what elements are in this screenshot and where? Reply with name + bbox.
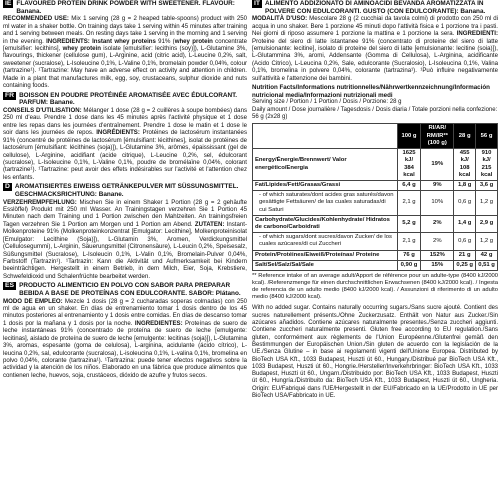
body-text: MODO DE EMPLEO: xyxy=(3,297,63,305)
nutrient-value: 42 g xyxy=(476,250,498,260)
serving-info xyxy=(252,99,498,121)
table-row xyxy=(253,191,498,216)
section-body xyxy=(3,15,247,89)
section-fr xyxy=(3,92,247,182)
section-it xyxy=(252,0,498,82)
section-ie xyxy=(3,0,247,90)
section-title: FLAVOURED PROTEIN DRINK POWDER WITH SWEETENER. FLAVOUR: Banana. xyxy=(16,0,235,15)
nutrient-label: Energy/Énergie/Brennwert/ Valor energético/Energia xyxy=(253,149,398,181)
body-text: ¹ xyxy=(30,67,33,75)
table-row xyxy=(253,233,498,250)
nutrient-value: 2,1 g xyxy=(397,233,421,250)
table-row xyxy=(253,181,498,191)
nutrient-value: 0,6 g xyxy=(454,233,476,250)
nutrition-facts xyxy=(252,84,498,301)
body-text: concentrate [emulsifier: lecithins], xyxy=(3,37,247,53)
body-text: VERZEHREMPFEHLUNG: xyxy=(3,198,77,206)
nutrient-value: 2% xyxy=(421,215,454,232)
language-code: ES xyxy=(5,282,15,290)
nutrient-value: 455 kJ/ 108 kcal xyxy=(454,149,476,181)
section-title: BOISSON EN POUDRE PROTÉINÉE AROMATISÉE AVEC ÉDULCORANT. PARFUM: Banane. xyxy=(19,91,238,107)
daily-amount: Daily amount / Dose journalière / Tagesdosis / Dosis diaria / Totale porzioni nella confezione: 56 g (2x28 g) xyxy=(252,106,498,120)
section-body xyxy=(3,199,247,281)
language-code: IE xyxy=(5,0,12,7)
section-es xyxy=(3,282,247,379)
section-body xyxy=(252,15,498,82)
column-header: RI/AR/ RM/IR** (100 g) xyxy=(421,124,454,149)
nutrient-value: 1625 kJ/ 384 kcal xyxy=(397,149,421,181)
nutrient-value: 1,2 g xyxy=(476,233,498,250)
section-title: ALIMENTO ADDIZIONATO DI AMINOACIDI BEVANDA AROMATIZZATA IN POLVERE CON EDULCORANTI. GUSTO (CON EDULCORANTE): Banana. xyxy=(265,0,486,15)
section-body xyxy=(3,107,247,181)
nutrient-value: 6,4 g xyxy=(397,181,421,191)
table-row xyxy=(253,260,498,270)
right-column xyxy=(252,0,498,400)
body-text: Instant-Molkenproteine 91% (Molkenproteinkonzentrat [Emulgator: Lecithine], Molkenproteinisolat [Emulgator: Lecithine (Soja)]), L-Glutamin 3%, Aromen, Verdickungsmittel (Cellulosegummi), L-Arginin, Säuerungsmittel (Citronensäure), L-Leucin 0,2%, Speisesalz, Süßungsmittel (Sucralose), L-Isoleucin 0,1%, L-Valin 0,1%, Bromelain-Pulver 0,04%, Farbstoff (Tartrazin¹). ¹Tartrazin: Kann die Aktivität und Aufmerksamkeit bei Kindern beeinträchtigen. Hergestellt in einem Betrieb, in dem Milch, Eier, Soja, Krebstiere, Schwefeldioxid und Schalenfrüchte bearbeitet werden. xyxy=(3,220,247,280)
nutrient-value: 0,6 g xyxy=(454,191,476,216)
nutrient-value: 76 g xyxy=(397,250,421,260)
nutrient-label: Fat/Lipides/Fett/Grasas/Grassi xyxy=(253,181,398,191)
body-text: RECOMMENDED USE: xyxy=(3,15,69,23)
nutrition-title: Nutrition Facts/Informations nutritionnelles/Nährwertkennzeichnung/Información nutricional media/Informazioni nutrizionali medi xyxy=(252,84,490,99)
body-text: whey protein xyxy=(62,45,101,53)
table-row xyxy=(253,149,498,181)
body-text: INGRÉDIENTS: xyxy=(96,129,140,137)
body-text: ZUTATEN: xyxy=(194,220,225,228)
body-text: Instant whey proteins xyxy=(92,37,156,45)
section-title: PRODUCTO ALIMENTICIO EN POLVO CON SABOR PARA PREPARAR BEBIDA A BASE DE PROTEÍNAS CON EDULCORANTE. SABOR: Plátano. xyxy=(19,282,241,297)
body-text: MODALITÀ D'USO: xyxy=(252,15,308,23)
distribution-info: With no added sugar. Contains naturally occurring sugars./Sans sucre ajouté. Contient des sucres naturellement présents./Ohne Zuckerzusatz. Enthält von Natur aus Zucker./Sin azúcares añadidos. Contiene azúcares naturalmente presentes./Senza zuccheri aggiunti. Contiene zuccheri naturalmente presenti. Gluten free according to EU regulation./Sans gluten, conformément aux règlements de l'Union Européenne./Glutenfrei gemäß den Bestimmungen der Europäischen Union./Sin gluten de acuerdo con la legislación de la UE./Senza Glutine – in base ai regolamenti vigenti dell'Unione Europea. Distributed by BioTech USA Kft., 1033 Budapest, Huszti út 60., Hungary./Distribué par BioTech USA Kft., 1033 Budapest, Huszti út 60., Hongrie./Hersteller/Inverkehrbringer: BioTech USA Kft., 1033 Budapest, Huszti út 60., Ungarn./Distribuido por: BioTech USA Kft., 1033 Budapest, Huszti út 60., Hungría./Distribuito da: BioTech USA Kft., 1033 Budapest, Huszti út 60., Ungheria. Origin: EU/Fabriqué dans l'UE/Hergestellt in der EU/Fabricado en la UE/Prodotto in UE per BioTech USA/Fabbricato in UE. xyxy=(252,305,498,400)
body-text: Mezcle 1 dosis (28 g = 2 cucharadas soperas colmadas) con 250 ml de agua en un shaker. En días de entrenamiento tomar 1 dosis dentro de los 45 minutos posteriores al entrenamiento y 1 dosis entre comidas. En días de descanso tomar 1 dosis por la mañana y 1 dosis por la noche. xyxy=(3,297,247,327)
body-text: Proteine del siero di latte istantanee 91% (concentrato di proteine del siero di latte [emulsionante: lecitine], isolato di proteine del siero di latte [emulsionante: lecitine (soia)]), L-Glutammina 3%, aromi, Addensante (Gomma di Cellulosa), L-Arginina, acidificante (Acido Citrico), L-Leucina 0,2%, Sale, edulcorante (Sucralosio), L-Isoleucina 0,1%, Valina 0,1%, bromelina in polvere 0,04%, colorante (tartrazina¹). ¹Può influire negativamente sull'attività e l'attenzione dei bambini. xyxy=(252,37,498,82)
nutrient-value: 910 kJ/ 215 kcal xyxy=(476,149,498,181)
section-title: AROMATISIERTES EIWEISS GETRÄNKEPULVER MIT SÜSSUNGSMITTEL. GESCHMACKSRICHTUNG: Banane. xyxy=(14,183,239,198)
nutrient-label: Protein/Protéines/Eiweiß/Proteínas/ Proteine xyxy=(253,250,398,260)
nutrient-value: 2,1 g xyxy=(397,191,421,216)
nutrient-label: Carbohydrate/Glucides/Kohlenhydrate/ Hidratos de carbono/Carboidrati xyxy=(253,215,398,232)
body-text: 91% ( xyxy=(155,37,175,45)
body-text: Proteínas de suero de leche instantáneas 91% (concentrado de proteína de suero de leche [emulgente: lecitinas], aislado de proteína de suero de leche [emulgente: lecitinas (soja)]), L-Glutamina 3%, aromas, espesante (goma de celulosa), L-arginina, acidulante (ácido cítrico), L-leucina 0,2%, sal, edulcorante (sucralosa), L-isoleucina 0,1%, L-valina 0,1%, bromelina en polvo 0,04%, colorante (tartrazina¹). ¹Tartrazina: puede tener efectos negativos sobre la actividad y la atención de los niños. Elaborado en una fábrica que produce alimentos que contienen leche, huevos, soja, crustáceos, dióxido de azufre y frutos secos. xyxy=(3,319,248,379)
column-header: 56 g xyxy=(476,124,498,149)
nutrition-table xyxy=(252,123,498,271)
body-text: INGREDIENTS: xyxy=(46,37,93,45)
section-body xyxy=(3,298,247,380)
body-text: Mischen Sie in einem Shaker 1 Portion (28 g = 2 gehäufte Esslöffel) Produkt mit 250 ml Wasser. An Trainingstagen verzehren Sie 1 Portion 45 Minuten nach dem Training und 1 Portion zwischen den Mahlzeiten. An trainingsfreien Tagen verzehren Sie 1 Portion am Morgen und 1 Portion am Abend. xyxy=(3,198,247,228)
left-column xyxy=(3,0,247,381)
nutrient-label: - of which saturates/dont acides gras saturés/davon gesättigte Fettsäuren/ de las cuales saturadas/di cui Saturi xyxy=(253,191,398,216)
body-text: ). ¹Tartrazine: May have an adverse effect on activity and attention in children. Made in a plant that manufactures milk, egg, soy, crustaceans, sulphur dioxide and nuts containing foods. xyxy=(3,67,247,90)
nutrient-value: 10% xyxy=(421,191,454,216)
body-text: Protéines de lactosérum instantanées 91% (concentré de protéines de lactosérum [émulsifiant: lécithines], isolat de protéines de lactosérum [émulsifiant: lécithines (soja)]), L-Glutamine 3%, arômes, épaississant (gel de cellulose), L-Arginine, acidifiant (acide citrique), L-Leucine 0,2%, sel, édulcorant (sucralose), L-Isoleucine 0,1%, L-Valine 0,1%, poudre de bromélaïne 0,04%, colorant (tartrazine¹). ¹Tartrazine: peut avoir des effets indésirables sur l'activité et l'attention chez les enfants. xyxy=(3,129,247,181)
nutrient-value: 2,9 g xyxy=(476,215,498,232)
table-row xyxy=(253,250,498,260)
body-text: INGREDIENTES: xyxy=(134,319,183,327)
reference-intake-note: ** Reference intake of an average adult/Apport de référence pour un adulte-type (8400 kJ/2000 kcal). /Referenzmenge für einen durchschnittlichen Erwachsenen (8400 kJ/2000 kcal). / Ingesta de referencia de un adulto medio (8400 kJ/2000 kcal). / Assunzioni di riferimento di un adulto medio (8400 kJ/2000 kcal). xyxy=(252,273,498,301)
nutrient-label: - of which sugars/dont sucres/davon Zucker/ de los cuales azúcares/di cui Zuccheri xyxy=(253,233,398,250)
nutrient-value: 1,2 g xyxy=(476,191,498,216)
nutrient-value: 0,90 g xyxy=(397,260,421,270)
language-code: D xyxy=(5,183,10,191)
section-header xyxy=(3,183,247,198)
section-header xyxy=(3,0,247,15)
body-text: Mix 1 serving (28 g = 2 heaped table-spoons) product with 250 ml water in a shaker bottle. On training days take 1 serving within 45 minutes after training and 1 serving between meals. On resting days take 1 serving in the morning and 1 serving in the evening. xyxy=(3,15,247,45)
section-header xyxy=(252,0,498,15)
nutrient-value: 15% xyxy=(421,260,454,270)
body-text: Mélanger 1 dose (28 g = 2 cuillères à soupe bombées) dans 250 ml d'eau. Prendre 1 dose dans les 45 minutes après l'activité physique et 1 dose entre les repas dans les journées d'entraînement. Prendre 1 dose le matin et 1 dose le soir dans les journées de repos. xyxy=(3,106,248,137)
body-text: CONSEILS D'UTILISATION: xyxy=(3,106,82,114)
nutrient-value: 5,2 g xyxy=(397,215,421,232)
nutrient-value: 0,51 g xyxy=(476,260,498,270)
nutrient-value: 1,4 g xyxy=(454,215,476,232)
language-code: FR xyxy=(5,91,15,99)
nutrient-value: 1,8 g xyxy=(454,181,476,191)
body-text: whey protein xyxy=(174,37,213,45)
nutrient-value: 21 g xyxy=(454,250,476,260)
column-header: 100 g xyxy=(397,124,421,149)
nutrient-value: 9% xyxy=(421,181,454,191)
nutrient-value: 0,25 g xyxy=(454,260,476,270)
nutrient-value: 19% xyxy=(421,149,454,181)
section-header xyxy=(3,92,247,107)
column-header: 28 g xyxy=(454,124,476,149)
language-code: IT xyxy=(254,0,261,7)
section-header xyxy=(3,282,247,297)
table-row xyxy=(253,215,498,232)
nutrient-value: 152% xyxy=(421,250,454,260)
body-text: INGREDIENTI: xyxy=(456,30,498,38)
table-corner xyxy=(253,124,398,149)
body-text: Mescolare 28 g (2 cucchiai da tavola colmi) di prodotto con 250 ml di acqua in uno shaker. Bere 1 porzione 45 minuti dopo l'attività fisica e 1 porzione tra i pasti. Nei giorni di riposo assumere 1 porzione la mattina e 1 porzione la sera. xyxy=(252,15,498,38)
body-text: isolate [emulsifier: lecithins (soy)]), L-Glutamine 3%, flavourings, thickener (cellulose gum), L-Arginine, acid (citric acid), L-Leucine 0,2%, salt, sweetener (sucralose), L-Isoleucine 0,1%, L-Valine 0,1%, bromelain powder 0,04%, colour (tartrazine xyxy=(3,45,247,75)
serving-size: Serving size / Portion / 1 Portion / Dosis / Porzione: 28 g xyxy=(252,99,402,106)
nutrient-value: 3,6 g xyxy=(476,181,498,191)
section-d xyxy=(3,183,247,280)
nutrient-value: 2% xyxy=(421,233,454,250)
nutrient-label: Salt/Sel/Salz/Sal/Sale xyxy=(253,260,398,270)
